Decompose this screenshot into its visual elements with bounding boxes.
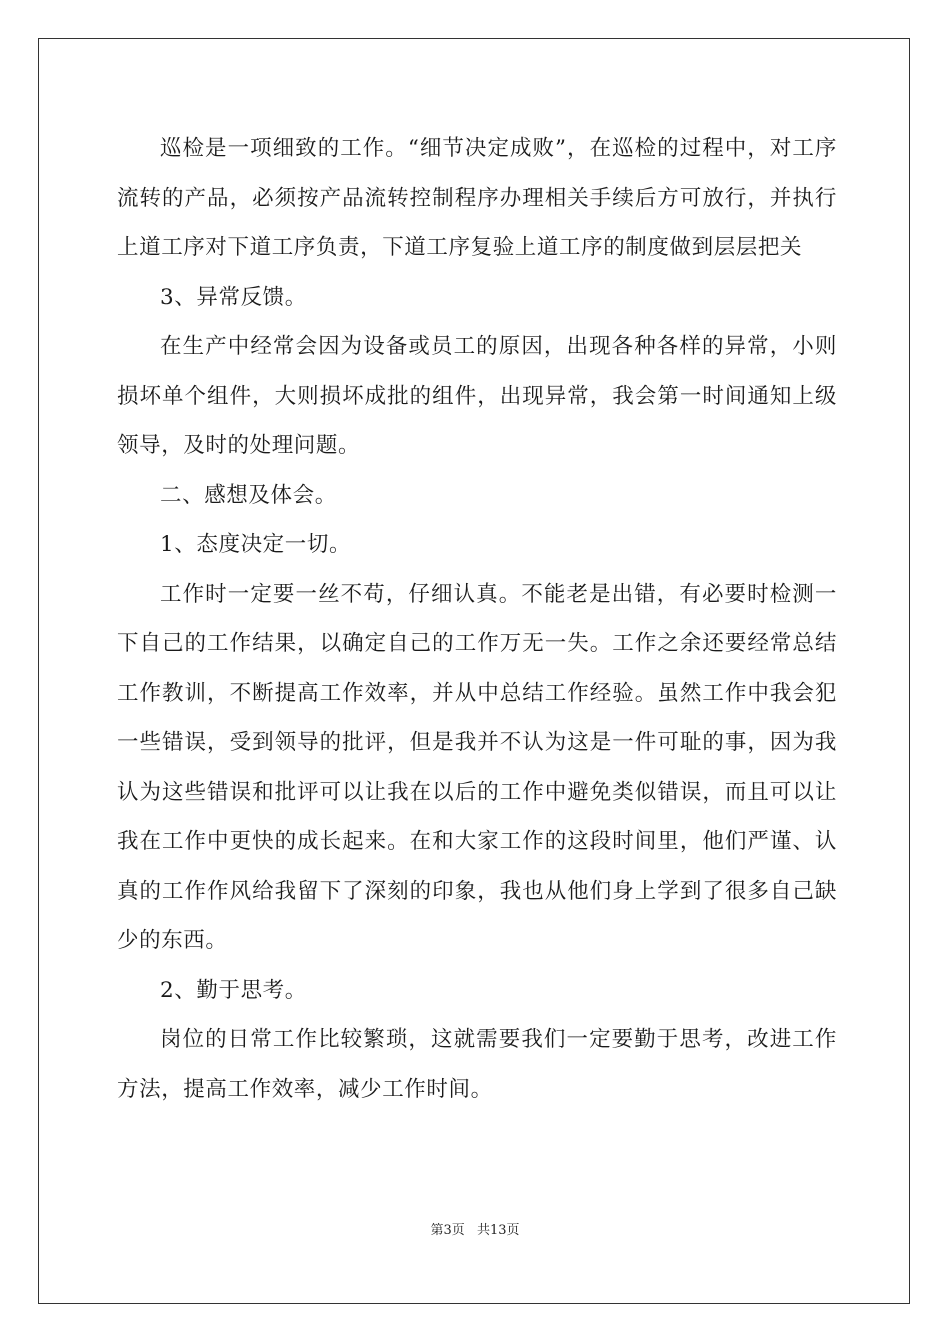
page-footer — [0, 1219, 950, 1238]
paragraph: 在生产中经常会因为设备或员工的原因，出现各种各样的异常，小则损坏单个组件，大则损坏成批的组件，出现异常，我会第一时间通知上级领导，及时的处理问题。 — [117, 334, 837, 458]
section-heading: 1、态度决定一切。 — [160, 532, 352, 557]
paragraph: 岗位的日常工作比较繁琐，这就需要我们一定要勤于思考，改进工作方法，提高工作效率，减少工作时间。 — [117, 1027, 837, 1102]
page-number: 第3页 — [430, 1223, 465, 1238]
document-body — [117, 124, 837, 1114]
section-heading: 二、感想及体会。 — [160, 482, 337, 508]
page-total: 共13页 — [476, 1223, 520, 1238]
section-heading: 2、勤于思考。 — [160, 977, 307, 1003]
section-heading: 3、异常反馈。 — [160, 284, 307, 310]
paragraph: 巡检是一项细致的工作。“细节决定成败”，在巡检的过程中，对工序流转的产品，必须按产品流转控制程序办理相关手续后方可放行，并执行上道工序对下道工序负责，下道工序复验上道工序的制度做到层层把关 — [117, 136, 837, 260]
paragraph: 工作时一定要一丝不苟，仔细认真。不能老是出错，有必要时检测一下自己的工作结果，以确定自己的工作万无一失。工作之余还要经常总结工作教训，不断提高工作效率，并从中总结工作经验。虽然工作中我会犯一些错误，受到领导的批评，但是我并不认为这是一件可耻的事，因为我认为这些错误和批评可以让我在以后的工作中避免类似错误，而且可以让我在工作中更快的成长起来。在和大家工作的这段时间里，他们严谨、认真的工作作风给我留下了深刻的印象，我也从他们身上学到了很多自己缺少的东西。 — [117, 581, 837, 953]
